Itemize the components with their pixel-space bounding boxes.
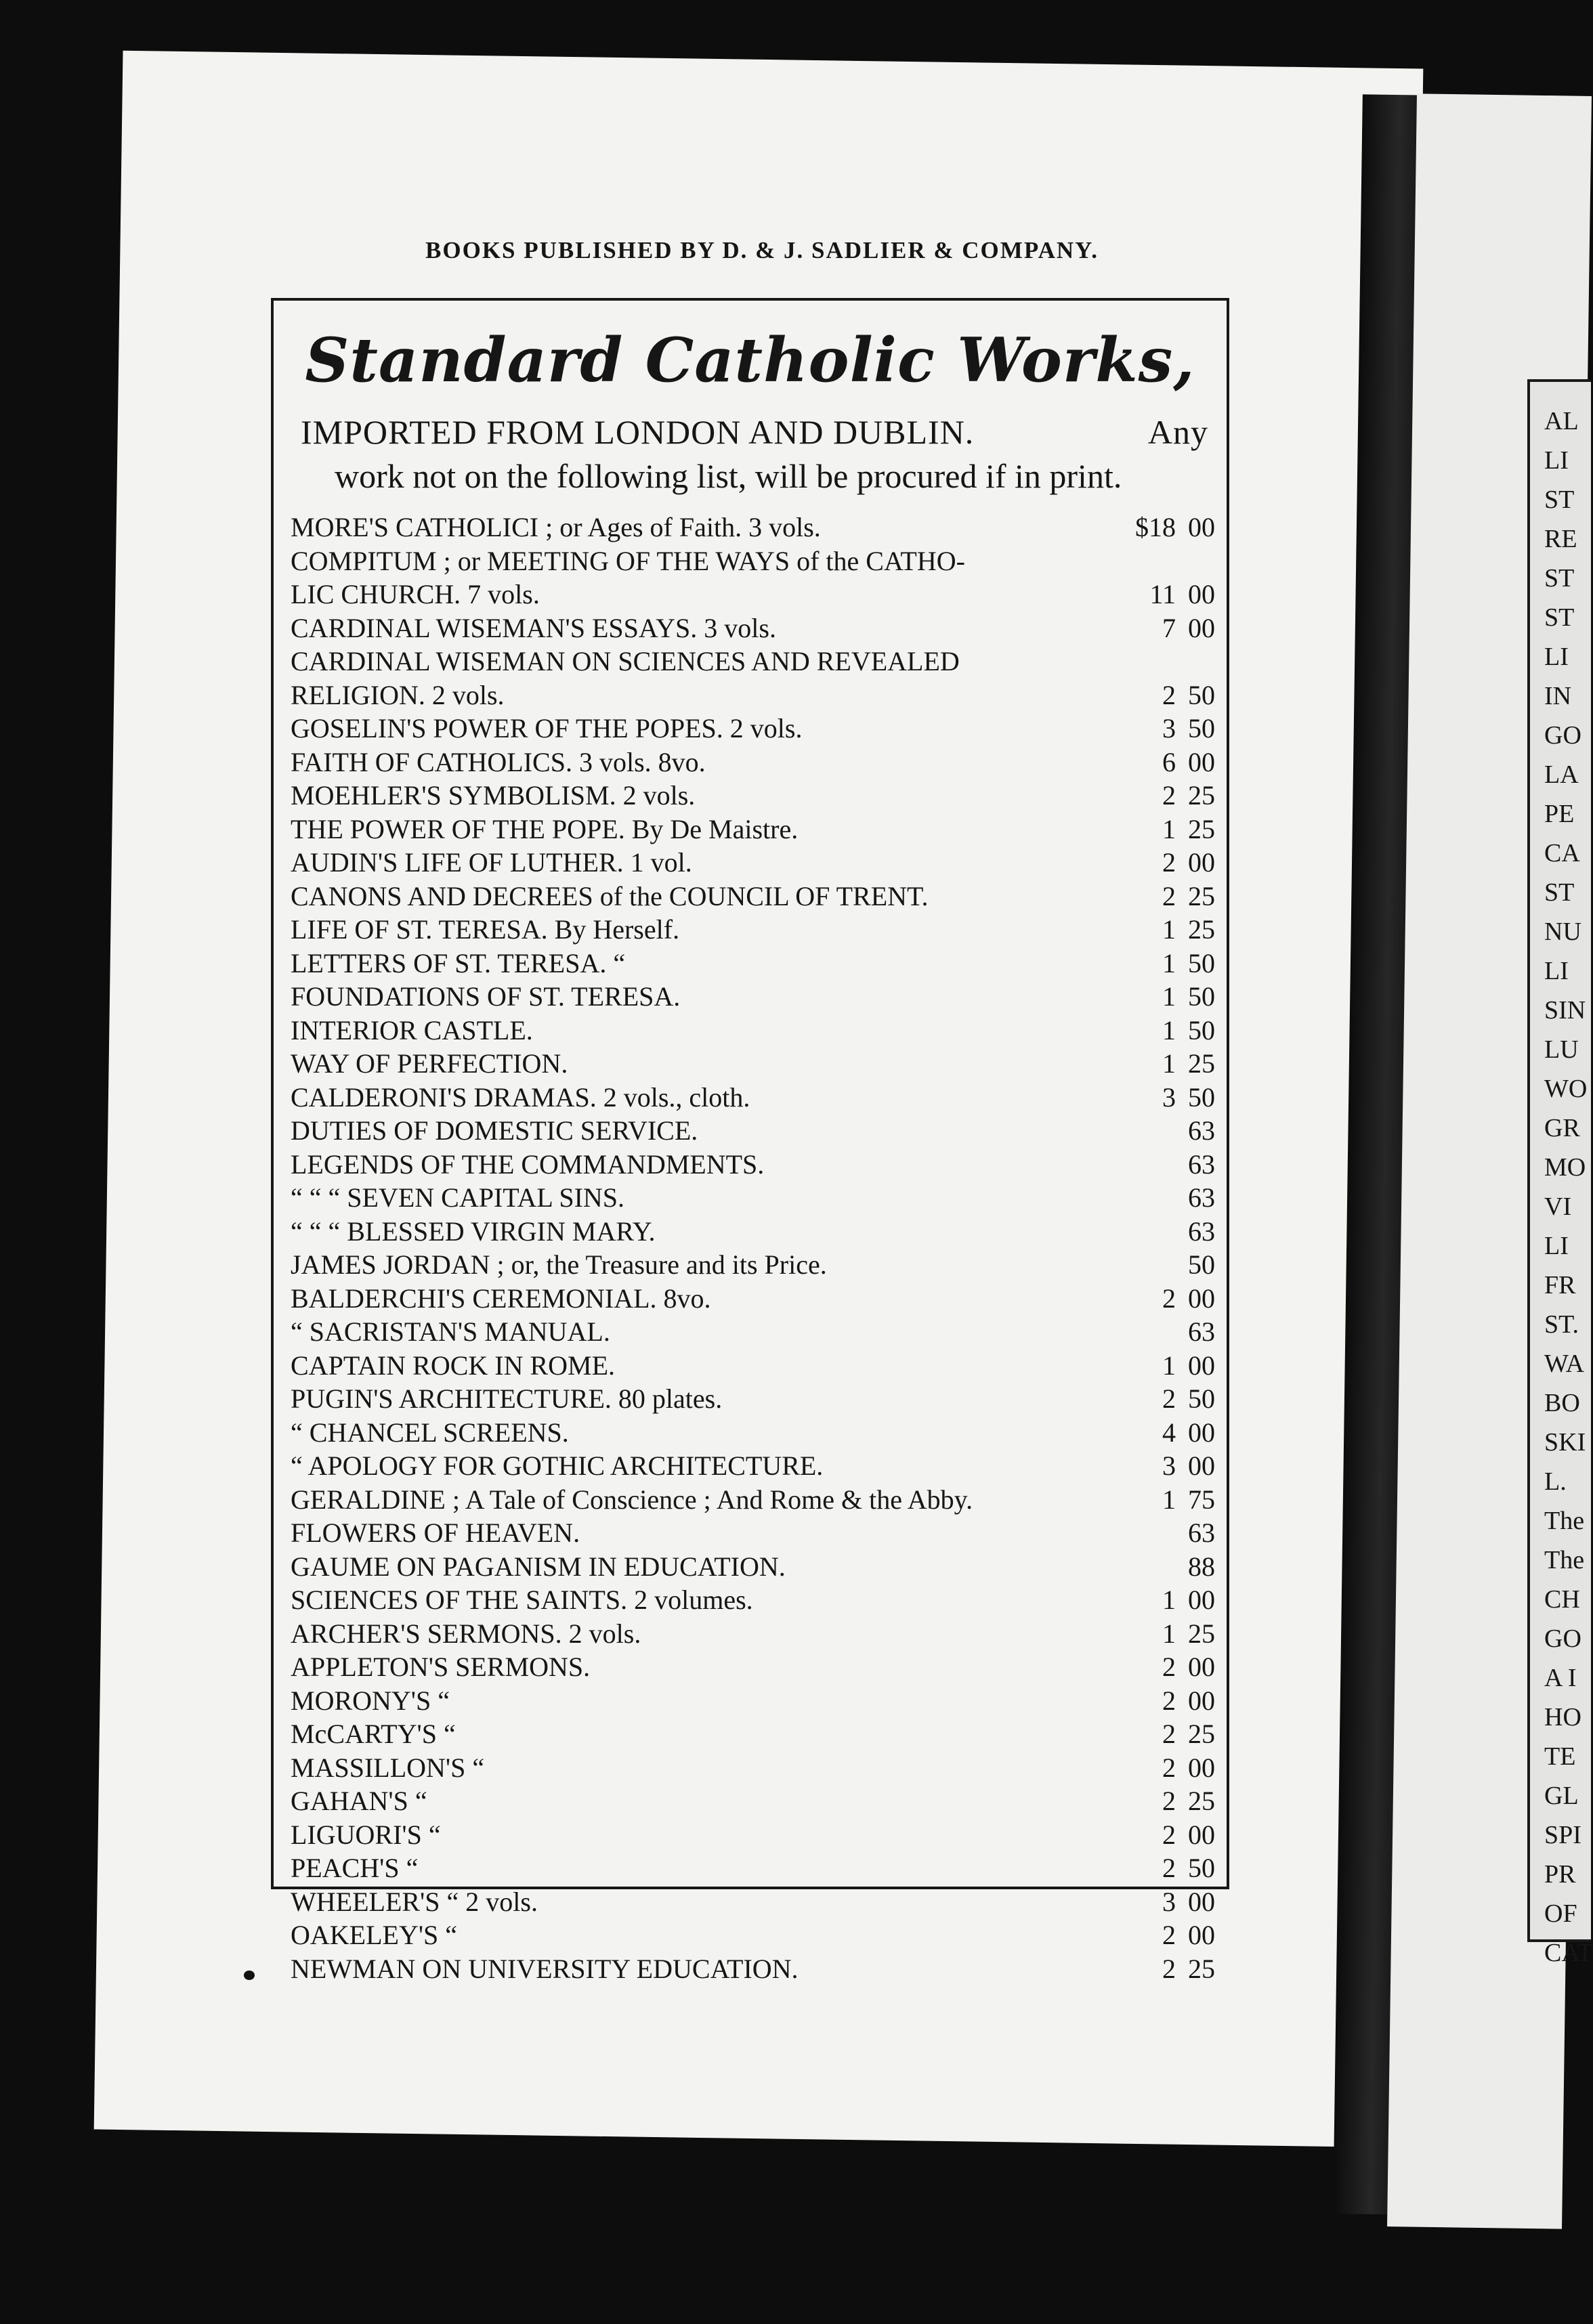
book-row	[291, 746, 1215, 779]
right-page-fragment: A I	[1544, 1664, 1577, 1692]
right-page-fragment: CAT	[1544, 1939, 1593, 1967]
book-row	[291, 1818, 1215, 1852]
book-row	[291, 679, 1215, 712]
book-price: 3 50	[1162, 713, 1215, 744]
right-page-fragment: AL	[1544, 407, 1579, 435]
book-title: ARCHER'S SERMONS. 2 vols.	[291, 1618, 641, 1649]
right-page-fragment: ST	[1544, 603, 1575, 632]
right-page-fragment: RE	[1544, 525, 1577, 553]
book-price: 2 50	[1162, 1383, 1215, 1414]
book-row	[291, 1215, 1215, 1249]
book-price: 2 00	[1162, 1819, 1215, 1850]
book-title: McCARTY'S “	[291, 1719, 456, 1749]
book-row	[291, 1885, 1215, 1919]
book-price: 3 00	[1162, 1450, 1215, 1481]
book-price: 2 25	[1162, 1786, 1215, 1816]
procure-note: work not on the following list, will be procured if in print.	[335, 457, 1122, 495]
book-price: 1 75	[1162, 1484, 1215, 1515]
book-row	[291, 1851, 1215, 1885]
book-title: “ CHANCEL SCREENS.	[291, 1417, 569, 1448]
book-row	[291, 1315, 1215, 1349]
book-title: GOSELIN'S POWER OF THE POPES. 2 vols.	[291, 713, 803, 744]
book-row	[291, 880, 1215, 913]
book-title: COMPITUM ; or MEETING OF THE WAYS of the CATHO-	[291, 545, 965, 576]
book-row	[291, 712, 1215, 746]
book-row	[291, 947, 1215, 981]
right-page-fragment: PR	[1544, 1860, 1576, 1889]
book-price: 63	[1188, 1148, 1215, 1180]
book-row	[291, 1382, 1215, 1416]
right-page-fragment: BO	[1544, 1389, 1580, 1417]
book-title: LEGENDS OF THE COMMANDMENTS.	[291, 1148, 765, 1180]
book-title: CANONS AND DECREES of the COUNCIL OF TRENT.	[291, 880, 929, 911]
book-title: CALDERONI'S DRAMAS. 2 vols., cloth.	[291, 1081, 750, 1113]
book-row	[291, 1047, 1215, 1081]
right-page-fragment: CH	[1544, 1585, 1580, 1614]
book-row	[291, 1650, 1215, 1684]
book-title: MORE'S CATHOLICI ; or Ages of Faith. 3 vols.	[291, 512, 821, 542]
book-title: GAUME ON PAGANISM IN EDUCATION.	[291, 1551, 786, 1582]
book-title: WAY OF PERFECTION.	[291, 1048, 568, 1079]
book-row	[291, 1918, 1215, 1952]
book-title: JAMES JORDAN ; or, the Treasure and its Price.	[291, 1249, 827, 1280]
book-price: 2 00	[1162, 1920, 1215, 1950]
right-page-fragment: ST	[1544, 486, 1575, 514]
book-price: 7 00	[1162, 612, 1215, 643]
book-price: 50	[1188, 1249, 1215, 1280]
book-price: 2 25	[1162, 780, 1215, 811]
right-page-fragment: GO	[1544, 1624, 1581, 1653]
book-title: CARDINAL WISEMAN ON SCIENCES AND REVEALED	[291, 646, 960, 676]
book-price: 2 25	[1162, 1719, 1215, 1749]
right-page-fragment: OF	[1544, 1899, 1577, 1928]
book-row	[291, 980, 1215, 1014]
book-title: “ “ “ BLESSED VIRGIN MARY.	[291, 1215, 656, 1247]
book-row	[291, 544, 1215, 578]
book-price: 1 50	[1162, 947, 1215, 978]
right-page-fragment: LU	[1544, 1035, 1579, 1064]
right-page-fragment: PE	[1544, 800, 1575, 828]
right-page-fragment: CA	[1544, 839, 1580, 867]
book-row	[291, 1952, 1215, 1986]
book-title: FAITH OF CATHOLICS. 3 vols. 8vo.	[291, 746, 706, 777]
imported-heading: IMPORTED FROM LONDON AND DUBLIN.	[301, 413, 975, 451]
book-price: 1 25	[1162, 914, 1215, 945]
right-page-fragment: ST	[1544, 564, 1575, 593]
book-price: 63	[1188, 1316, 1215, 1347]
book-title: PEACH'S “	[291, 1853, 419, 1883]
book-title: CAPTAIN ROCK IN ROME.	[291, 1350, 616, 1381]
right-page-fragment: LI	[1544, 957, 1569, 985]
book-row	[291, 1114, 1215, 1148]
book-row	[291, 1014, 1215, 1048]
book-title: CARDINAL WISEMAN'S ESSAYS. 3 vols.	[291, 612, 776, 643]
book-price: 2 50	[1162, 679, 1215, 710]
right-page-fragment: ST.	[1544, 1310, 1579, 1339]
right-page-fragment: SPI	[1544, 1821, 1581, 1849]
book-title: LETTERS OF ST. TERESA. “	[291, 947, 626, 978]
book-row	[291, 1282, 1215, 1316]
right-page-fragment: WO	[1544, 1075, 1588, 1103]
right-page-fragment: GL	[1544, 1782, 1579, 1810]
book-title: “ APOLOGY FOR GOTHIC ARCHITECTURE.	[291, 1450, 824, 1481]
right-page-fragment: GR	[1544, 1114, 1580, 1142]
ink-spot	[244, 1971, 255, 1980]
book-row	[291, 1684, 1215, 1718]
book-row	[291, 1751, 1215, 1785]
book-title: LIFE OF ST. TERESA. By Herself.	[291, 914, 680, 945]
book-price: 1 50	[1162, 981, 1215, 1012]
right-page-fragment: MO	[1544, 1153, 1586, 1182]
right-page-fragment: The	[1544, 1546, 1585, 1574]
book-title: WHEELER'S “ 2 vols.	[291, 1886, 538, 1917]
book-row	[291, 1449, 1215, 1483]
book-row	[291, 1081, 1215, 1115]
book-title: SCIENCES OF THE SAINTS. 2 volumes.	[291, 1585, 753, 1615]
book-row	[291, 1248, 1215, 1282]
book-price: 2 50	[1162, 1853, 1215, 1883]
right-page-fragment: GO	[1544, 721, 1581, 750]
right-page-fragment: LI	[1544, 446, 1569, 475]
book-row	[291, 1483, 1215, 1517]
right-page-fragment: SIN	[1544, 996, 1586, 1025]
book-price: 63	[1188, 1182, 1215, 1213]
book-price: 1 00	[1162, 1350, 1215, 1381]
book-price: $18 00	[1135, 512, 1215, 542]
book-title: RELIGION. 2 vols.	[291, 679, 505, 710]
book-price: 63	[1188, 1215, 1215, 1247]
book-row	[291, 813, 1215, 846]
book-row	[291, 645, 1215, 679]
book-price: 4 00	[1162, 1417, 1215, 1448]
book-row	[291, 1583, 1215, 1617]
book-title: INTERIOR CASTLE.	[291, 1014, 533, 1046]
book-price: 2 00	[1162, 847, 1215, 878]
imported-any: Any	[1147, 413, 1208, 451]
imported-line	[301, 412, 1208, 452]
book-title: DUTIES OF DOMESTIC SERVICE.	[291, 1115, 698, 1146]
right-page-fragment: L.	[1544, 1467, 1567, 1496]
book-row	[291, 913, 1215, 947]
right-page-fragment: LI	[1544, 1232, 1569, 1260]
book-title: MORONY'S “	[291, 1685, 450, 1716]
right-page-fragment: FR	[1544, 1271, 1576, 1299]
book-row	[291, 1784, 1215, 1818]
book-title: THE POWER OF THE POPE. By De Maistre.	[291, 813, 799, 844]
book-price: 63	[1188, 1518, 1215, 1548]
right-page-fragment: ST	[1544, 878, 1575, 907]
book-row	[291, 846, 1215, 880]
book-row	[291, 1181, 1215, 1215]
book-price: 2 00	[1162, 1685, 1215, 1716]
book-price: 3 00	[1162, 1886, 1215, 1917]
right-page-fragment: VI	[1544, 1192, 1572, 1221]
book-row	[291, 1416, 1215, 1450]
book-price: 6 00	[1162, 746, 1215, 777]
book-title: LIC CHURCH. 7 vols.	[291, 579, 540, 609]
book-price: 1 25	[1162, 1048, 1215, 1079]
book-price: 2 00	[1162, 1652, 1215, 1682]
book-title: NEWMAN ON UNIVERSITY EDUCATION.	[291, 1953, 799, 1984]
book-price: 11 00	[1149, 579, 1215, 609]
page-header: BOOKS PUBLISHED BY D. & J. SADLIER & COMPANY.	[425, 237, 1099, 263]
book-title: MOEHLER'S SYMBOLISM. 2 vols.	[291, 780, 696, 811]
book-price: 2 00	[1162, 1283, 1215, 1314]
right-page-fragment: HO	[1544, 1703, 1581, 1731]
book-title: AUDIN'S LIFE OF LUTHER. 1 vol.	[291, 847, 692, 878]
right-page-fragment: The	[1544, 1507, 1585, 1535]
right-page-fragment: LA	[1544, 760, 1579, 789]
book-title: BALDERCHI'S CEREMONIAL. 8vo.	[291, 1283, 711, 1314]
book-row	[291, 1349, 1215, 1383]
book-row	[291, 1717, 1215, 1751]
book-price: 88	[1188, 1551, 1215, 1582]
book-title: LIGUORI'S “	[291, 1819, 441, 1850]
book-row	[291, 511, 1215, 544]
book-row	[291, 611, 1215, 645]
book-title: MASSILLON'S “	[291, 1752, 485, 1783]
book-price: 1 25	[1162, 813, 1215, 844]
right-page-fragment: WA	[1544, 1350, 1585, 1378]
book-price: 2 25	[1162, 880, 1215, 911]
book-title: “ “ “ SEVEN CAPITAL SINS.	[291, 1182, 625, 1213]
right-page-fragment: LI	[1544, 643, 1569, 671]
catalog-box	[271, 298, 1229, 1984]
book-row	[291, 578, 1215, 611]
right-page-fragment: NU	[1544, 918, 1581, 946]
book-row	[291, 1617, 1215, 1651]
right-page-fragment: SKI	[1544, 1428, 1586, 1457]
book-list	[291, 511, 1215, 1985]
right-page-fragments	[1544, 406, 1593, 1977]
book-title: PUGIN'S ARCHITECTURE. 80 plates.	[291, 1383, 723, 1414]
right-page-fragment: IN	[1544, 682, 1572, 710]
book-title: “ SACRISTAN'S MANUAL.	[291, 1316, 610, 1347]
catalog-title: Standard Catholic Works,	[305, 324, 1195, 396]
book-price: 1 50	[1162, 1014, 1215, 1046]
book-title: FLOWERS OF HEAVEN.	[291, 1518, 580, 1548]
right-page-fragment: TE	[1544, 1742, 1576, 1771]
book-price: 2 00	[1162, 1752, 1215, 1783]
book-row	[291, 1148, 1215, 1182]
book-row	[291, 1516, 1215, 1550]
book-title: OAKELEY'S “	[291, 1920, 458, 1950]
book-price: 1 00	[1162, 1585, 1215, 1615]
book-row	[291, 1550, 1215, 1584]
book-price: 3 50	[1162, 1081, 1215, 1113]
book-title: APPLETON'S SERMONS.	[291, 1652, 591, 1682]
book-row	[291, 779, 1215, 813]
book-price: 1 25	[1162, 1618, 1215, 1649]
book-price: 2 25	[1162, 1953, 1215, 1984]
book-title: FOUNDATIONS OF ST. TERESA.	[291, 981, 681, 1012]
book-title: GERALDINE ; A Tale of Conscience ; And Rome & the Abby.	[291, 1484, 973, 1515]
book-title: GAHAN'S “	[291, 1786, 427, 1816]
book-price: 63	[1188, 1115, 1215, 1146]
